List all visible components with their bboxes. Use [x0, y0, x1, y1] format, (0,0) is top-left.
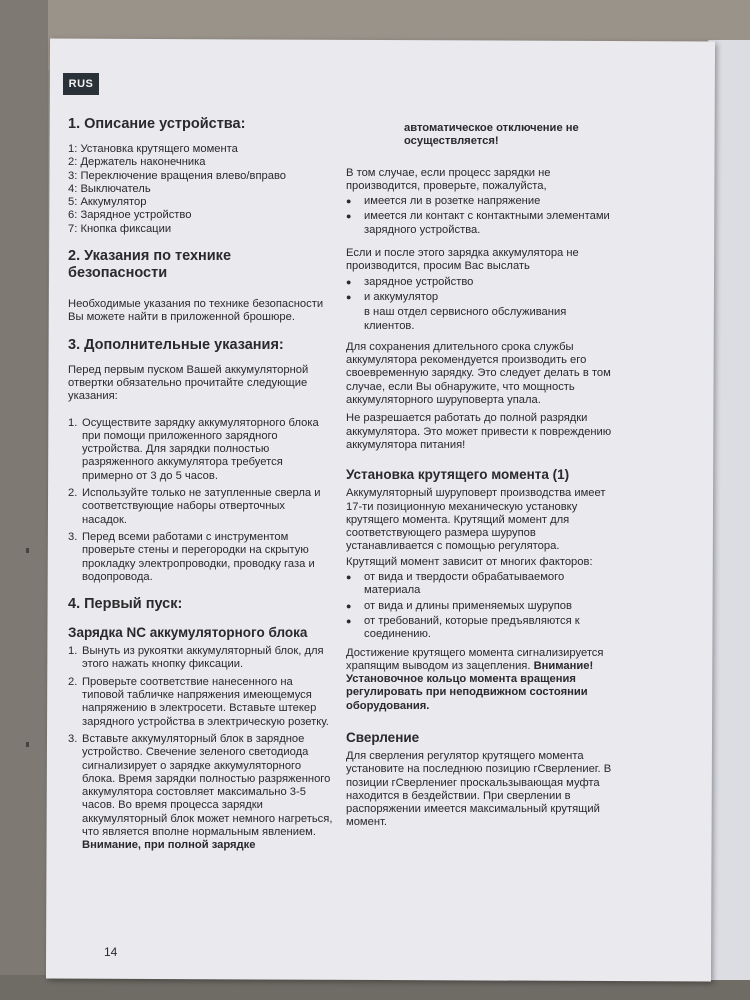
item-text: Вставьте аккумуляторный блок в зарядное устройство. Свечение зеленого светодиода сигнализирует о зарядке аккумуляторного блока. Время зарядки полностью разряженного аккумулятора состовляет максимально 3-5 часов. Во время процесса зарядки аккумуляторный блок может немного нагреться, что является вполне нормальным явлением. — [82, 732, 333, 838]
torque-factor-item — [346, 615, 621, 642]
item-number: 3. — [68, 732, 78, 745]
item-number: 1. — [68, 416, 78, 429]
torque-heading: Установка крутящего момента (1) — [346, 467, 570, 483]
drilling-heading: Сверление — [346, 729, 420, 745]
bullet-icon: ● — [346, 615, 352, 626]
bullet-icon: ● — [346, 196, 352, 207]
torque-text: Аккумуляторный шуруповерт производства имеет 17-ти позиционную механическую установку крутящего момента. Крутящий момент для соответствующего размера шурупов устанавливается с помощью регулятора. — [346, 487, 606, 553]
extra-list-item — [68, 487, 333, 527]
service-list — [346, 276, 621, 305]
item-text: Перед всеми работами с инструментом проверьте стены и перегородки на скрытую прокладку электропроводки, проводку газа и водопровода. — [82, 530, 315, 583]
item-text: от требований, которые предъявляются к соединению. — [364, 614, 580, 641]
bullet-icon: ● — [346, 276, 352, 287]
service-tail: в наш отдел сервисного обслуживания клиентов. — [364, 306, 567, 332]
extra-list — [68, 417, 333, 585]
right-column — [346, 122, 621, 835]
check-intro: В том случае, если процесс зарядки не производится, проверьте, пожалуйста, — [346, 166, 551, 192]
page-edge-mark — [26, 742, 29, 747]
torque-signal-plain: Достижение крутящего момента сигнализируется храпящим выводом из зацепления. — [346, 646, 604, 672]
background-left — [0, 0, 48, 1000]
section-2-heading: 2. Указания по технике безопасности — [68, 248, 232, 282]
item-text: имеется ли контакт с контактными элементами зарядного устройства. — [364, 210, 610, 236]
item-text: имеется ли в розетке напряжение — [364, 195, 541, 208]
safety-text: Необходимые указания по технике безопасности Вы можете найти в приложенной брошюре. — [68, 298, 324, 324]
bullet-icon: ● — [346, 291, 352, 302]
torque-factors-intro: Крутящий момент зависит от многих факторов: — [346, 555, 593, 568]
torque-factor-item — [346, 600, 621, 613]
parts-list-item: 3: Переключение вращения влево/вправо — [68, 169, 286, 182]
extra-list-item — [68, 417, 333, 483]
item-number: 3. — [68, 530, 78, 543]
service-list-item — [346, 291, 621, 304]
service-intro: Если и после этого зарядка аккумулятора не производится, просим Вас выслать — [346, 247, 579, 273]
torque-factor-item — [346, 571, 621, 598]
section-1-heading: 1. Описание устройства: — [68, 116, 246, 132]
check-list-item — [346, 195, 621, 208]
language-badge: RUS — [63, 73, 99, 95]
torque-signal-text — [346, 647, 621, 713]
item-text: от вида и длины применяемых шурупов — [364, 599, 572, 612]
page-number: 14 — [104, 945, 118, 959]
bullet-icon: ● — [346, 600, 352, 611]
parts-list — [68, 143, 333, 236]
discharge-warning: Не разрешается работать до полной разрядки аккумулятора. Это может привести к повреждению аккумулятора питания! — [346, 412, 612, 451]
bullet-icon: ● — [346, 572, 352, 583]
warning-text: Внимание, при полной зарядке — [82, 839, 256, 852]
item-text: Осуществите зарядку аккумуляторного блока при помощи приложенного зарядного устройства. Для зарядки полностью разряженного аккумулятора требуется примерно от 3 до 5 часов. — [82, 416, 319, 482]
torque-warning: Внимание! Установочное кольцо момента вращения регулировать при неподвижном состоянии оборудования. — [346, 659, 594, 712]
check-list — [346, 195, 621, 237]
parts-list-item: 7: Кнопка фиксации — [68, 222, 172, 235]
item-text: зарядное устройство — [364, 275, 474, 288]
item-number: 2. — [68, 487, 78, 500]
drilling-text: Для сверления регулятор крутящего момента установите на последнюю позицию гСверлениег. В позиции гСверлениег проскальзывающая муфта находится в бездействии. При сверлении в распоряжении имеется максимальный крутящий момент. — [346, 749, 612, 829]
parts-list-item: 2: Держатель наконечника — [68, 156, 206, 169]
charging-subheading: Зарядка NC аккумуляторного блока — [68, 625, 308, 641]
item-number: 1. — [68, 645, 78, 658]
item-text: Используйте только не затупленные сверла и соответствующие наборы отверточных насадок. — [82, 487, 321, 526]
item-number: 2. — [68, 675, 78, 688]
item-text: Вынуть из рукоятки аккумуляторный блок, для этого нажать кнопку фиксации. — [82, 645, 324, 671]
left-column — [68, 116, 333, 859]
parts-list-item: 4: Выключатель — [68, 182, 151, 195]
extra-list-item — [68, 531, 333, 584]
section-4-heading: 4. Первый пуск: — [68, 596, 183, 613]
torque-factors-list — [346, 571, 621, 641]
section-3-heading: 3. Дополнительные указания: — [68, 336, 284, 353]
maintenance-text: Для сохранения длительного срока службы аккумулятора рекомендуется производить его своевременную зарядку. Это следует делать в том случае, если Вы обнаружите, что мощность аккумуляторного шуруповерта упала. — [346, 340, 611, 407]
item-text: и аккумулятор — [364, 290, 439, 303]
page-edge-mark — [26, 548, 29, 553]
charging-list — [68, 645, 333, 852]
charging-list-item — [68, 645, 333, 672]
warning-continuation: автоматическое отключение не осуществляется! — [404, 122, 579, 148]
item-text: от вида и твердости обрабатываемого материала — [364, 571, 565, 597]
parts-list-item: 1: Установка крутящего момента — [68, 143, 238, 155]
item-text: Проверьте соответствие нанесенного на типовой табличке напряжения имеющемуся напряжению в электросети. Вставьте штекер зарядного устройства в электрическую розетку. — [82, 675, 329, 728]
parts-list-item: 5: Аккумулятор — [68, 196, 147, 209]
service-list-item — [346, 276, 621, 289]
parts-list-item: 6: Зарядное устройство — [68, 209, 192, 222]
check-list-item — [346, 210, 621, 237]
extra-intro: Перед первым пуском Вашей аккумуляторной отвертки обязательно прочитайте следующие указания: — [68, 363, 309, 403]
bullet-icon: ● — [346, 211, 352, 222]
charging-list-item — [68, 733, 333, 853]
charging-list-item — [68, 676, 333, 729]
